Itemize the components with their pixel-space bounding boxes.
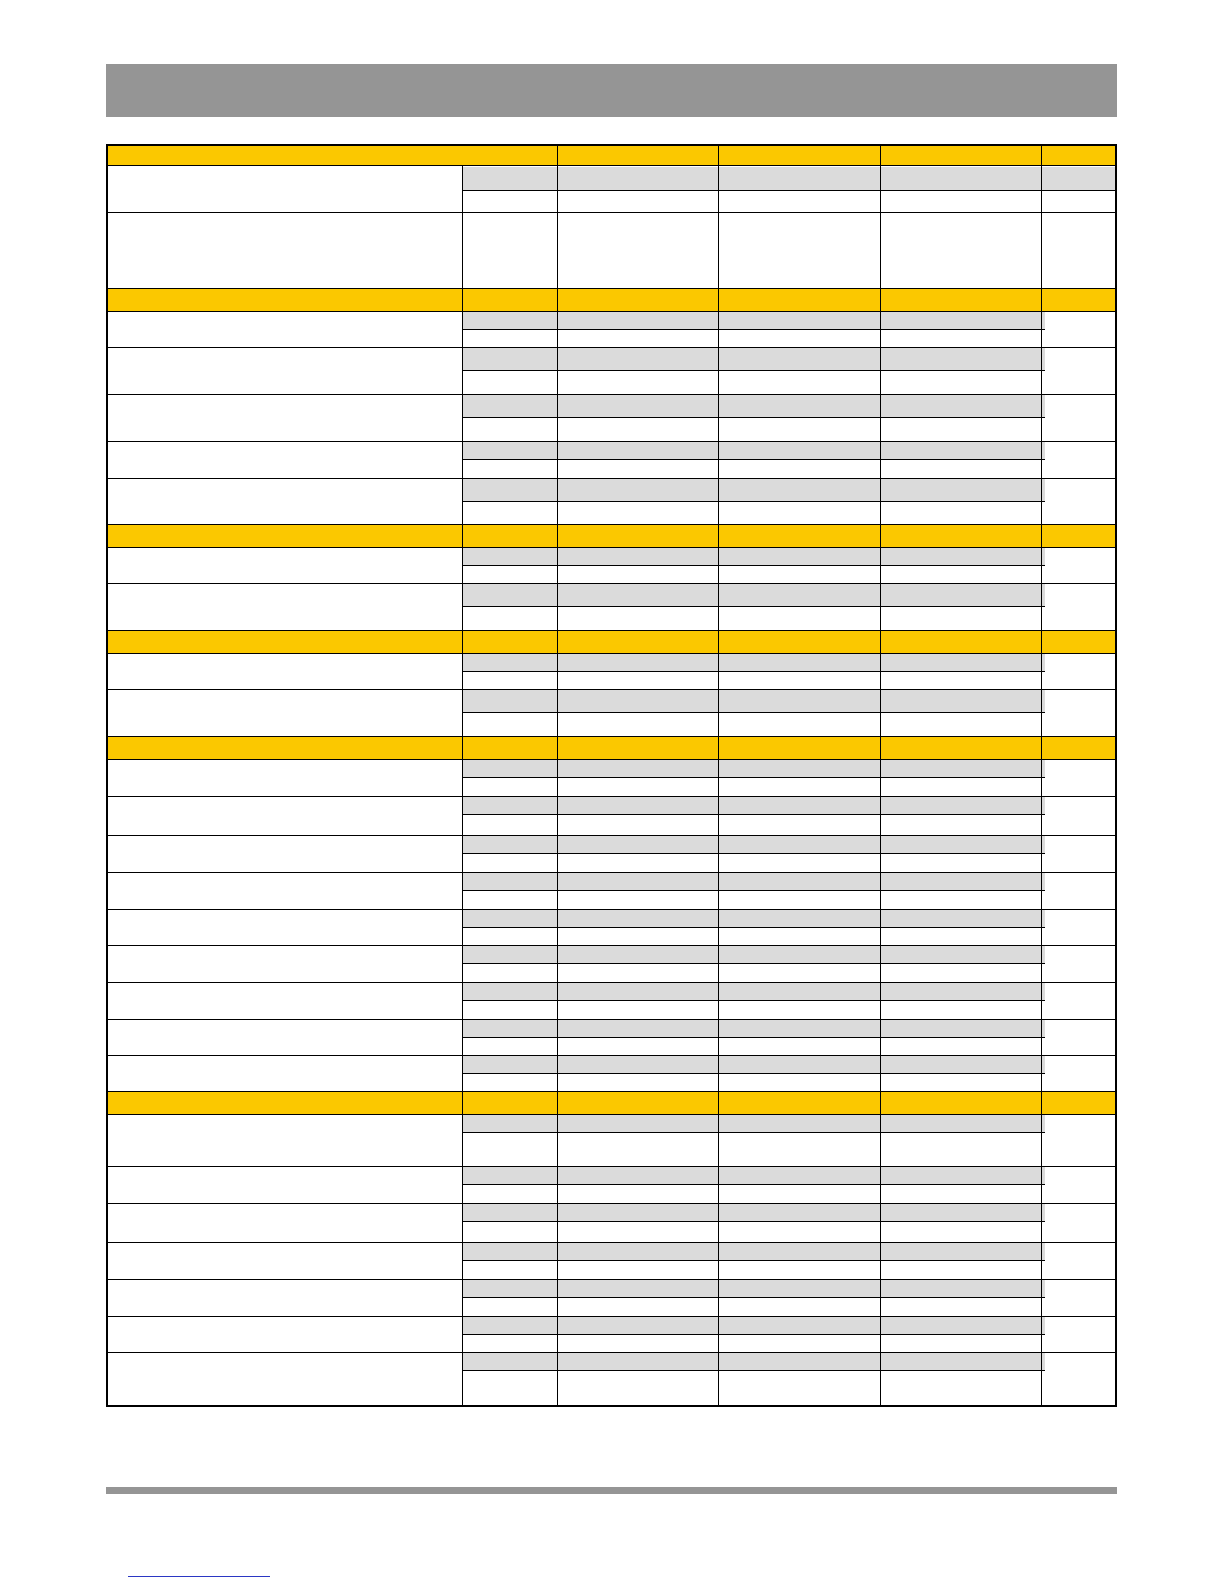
section-header bbox=[108, 146, 1115, 165]
section-header bbox=[108, 737, 1115, 759]
sub-row bbox=[463, 167, 1115, 190]
section-header bbox=[108, 1092, 1115, 1114]
page-header-bar bbox=[106, 64, 1117, 117]
section-header bbox=[108, 289, 1115, 311]
section-header bbox=[108, 525, 1115, 547]
section-header bbox=[108, 631, 1115, 653]
page-footer-bar bbox=[106, 1487, 1117, 1494]
footer-link[interactable] bbox=[128, 1576, 270, 1577]
spec-table bbox=[106, 144, 1117, 1407]
